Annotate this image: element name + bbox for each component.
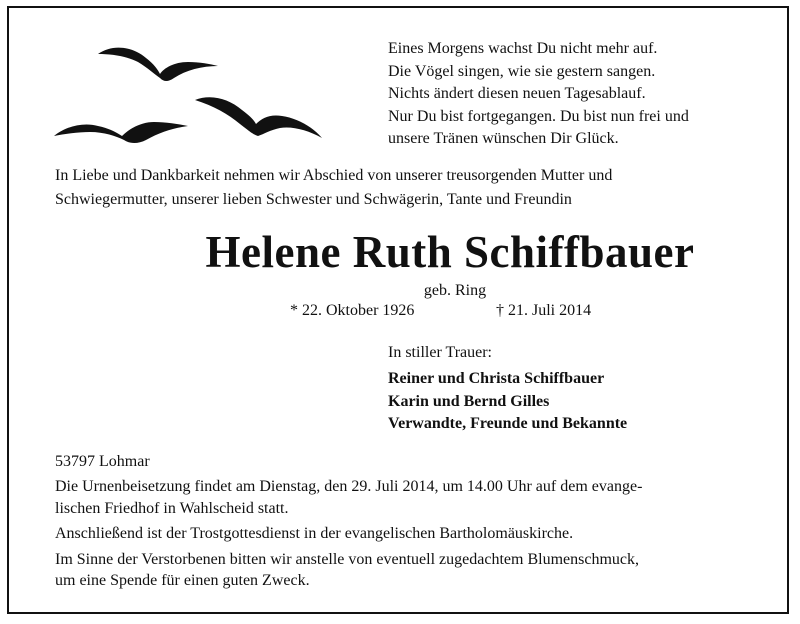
intro-line: Schwiegermutter, unserer lieben Schwester und Schwägerin, Tante und Freundin (55, 190, 572, 208)
place: 53797 Lohmar (55, 453, 150, 470)
funeral-line: lischen Friedhof in Wahlscheid statt. (55, 499, 289, 517)
intro-line: In Liebe und Dankbarkeit nehmen wir Abschied von unserer treusorgenden Mutter und (55, 167, 613, 184)
funeral-details (55, 476, 755, 596)
signers-list (388, 368, 627, 436)
funeral-line: Die Urnenbeisetzung findet am Dienstag, den 29. Juli 2014, um 14.00 Uhr auf dem evange- (55, 478, 643, 495)
bird-left-icon (54, 122, 188, 143)
poem (388, 38, 768, 151)
intro-text (55, 164, 755, 211)
mourning-label: In stiller Trauer: (388, 344, 492, 361)
bird-right-icon (195, 97, 322, 138)
donation-line: um eine Spende für einen guten Zweck. (55, 572, 310, 589)
bird-top-icon (98, 48, 218, 81)
donation-line: Im Sinne der Verstorbenen bitten wir anstelle von eventuell zugedachtem Blumenschmuck, (55, 550, 639, 568)
birth-date: * 22. Oktober 1926 (290, 302, 415, 319)
service-line: Anschließend ist der Trostgottesdienst in der evangelischen Bartholomäuskirche. (55, 525, 574, 542)
signer: Karin und Bernd Gilles (388, 392, 550, 410)
poem-line: unsere Tränen wünschen Dir Glück. (388, 130, 619, 147)
poem-line: Nichts ändert diesen neuen Tagesablauf. (388, 85, 646, 102)
deceased-name: Helene Ruth Schiffbauer (205, 227, 695, 277)
poem-line: Eines Morgens wachst Du nicht mehr auf. (388, 40, 658, 57)
poem-line: Nur Du bist fortgegangen. Du bist nun frei und (388, 107, 689, 125)
signer: Verwandte, Freunde und Bekannte (388, 415, 628, 432)
maiden-name: geb. Ring (423, 282, 487, 299)
service-paragraph (55, 523, 755, 545)
poem-line: Die Vögel singen, wie sie gestern sangen. (388, 62, 656, 80)
death-date: † 21. Juli 2014 (496, 302, 592, 319)
birds-illustration (50, 40, 330, 150)
signer: Reiner und Christa Schiffbauer (388, 370, 605, 387)
donation-paragraph (55, 549, 755, 592)
funeral-paragraph (55, 476, 755, 519)
